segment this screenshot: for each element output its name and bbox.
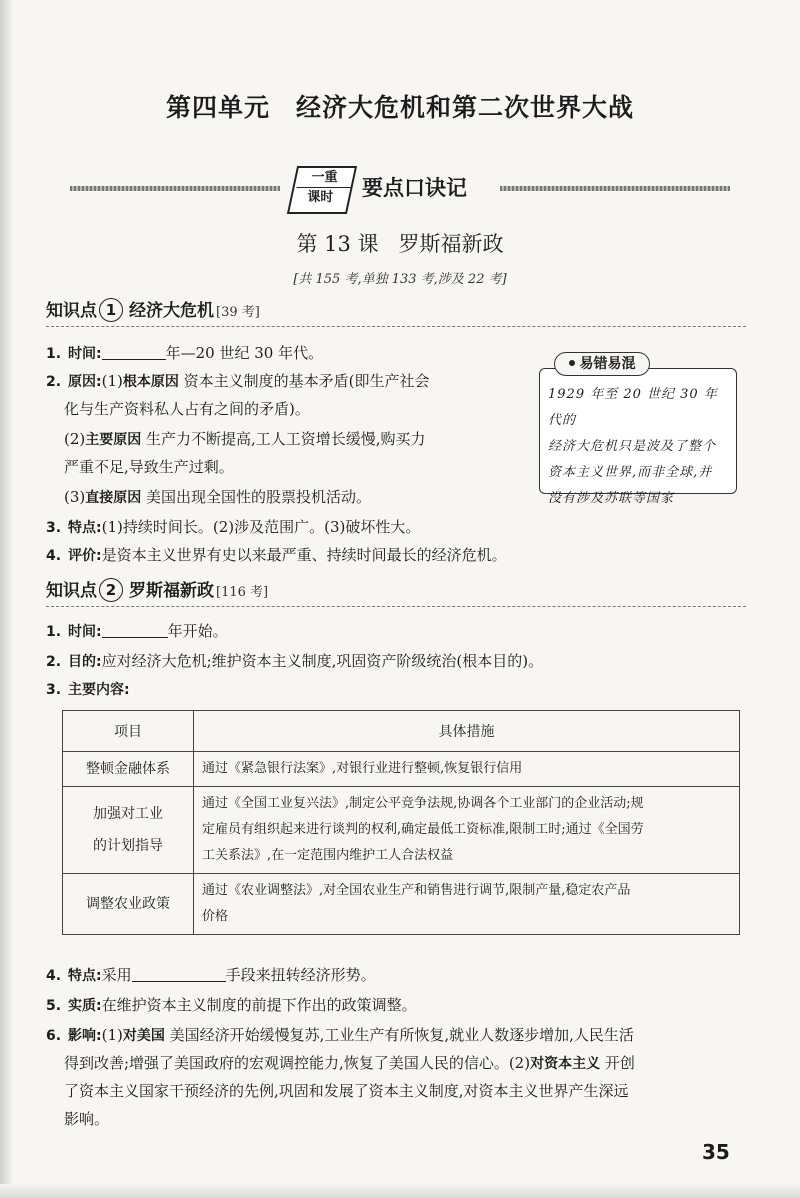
kp2-number-badge: 2 [99, 578, 123, 602]
page-edge-shadow [0, 0, 14, 1198]
sub-label: 对资本主义 [530, 1056, 601, 1072]
kp1-header [46, 296, 746, 327]
item-label: 特点: [68, 520, 102, 536]
sub-label: 主要原因 [85, 432, 142, 448]
item-number: 3. [46, 520, 62, 536]
item-text: 年开始。 [167, 622, 228, 640]
fill-blank [102, 621, 168, 638]
tip-line: 1929 年至 20 世纪 30 年代的 [548, 387, 718, 428]
page-bottom-edge [0, 1184, 800, 1198]
kp2-item-4 [46, 964, 376, 987]
bullet-icon [569, 360, 575, 366]
unit-label: 第四单元 [165, 93, 270, 122]
kp2-item-6 [46, 1024, 634, 1047]
kp1-item-2-sub3 [64, 486, 371, 509]
item-number: 5. [46, 998, 62, 1014]
kp2-item-6-line3: 了资本主义国家干预经济的先例,巩固和发展了资本主义制度,对资本主义世界产生深远 [64, 1082, 629, 1100]
item-text: 美国经济开始缓慢复苏,工业生产有所恢复,就业人数逐步增加,人民生活 [164, 1026, 634, 1044]
item-text: 是资本主义世界有史以来最严重、持续时间最长的经济危机。 [101, 546, 507, 564]
table-header: 项目 [63, 711, 194, 752]
kp1-count: [39 考] [216, 305, 260, 320]
table-row [63, 787, 740, 874]
sub-label: 直接原因 [85, 490, 142, 506]
item-number: 1. [46, 346, 62, 362]
item-text: 生产力不断提高,工人工资增长缓慢,购买力 [141, 430, 426, 448]
table-header-row [63, 711, 740, 752]
section-banner [70, 162, 730, 214]
item-label: 实质: [68, 998, 102, 1014]
sub-prefix: (3) [64, 488, 86, 506]
banner-title: 要点口诀记 [362, 176, 467, 200]
table-cell-item: 整顿金融体系 [63, 752, 194, 787]
item-text: 年—20 世纪 30 年代。 [165, 344, 324, 362]
item-line: 加强对工业 [93, 806, 163, 822]
kp2-item-5 [46, 994, 417, 1017]
kp1-label: 知识点 [46, 301, 97, 321]
item-text: (1)持续时间长。(2)涉及范围广。(3)破坏性大。 [101, 518, 421, 536]
lesson-name: 罗斯福新政 [398, 232, 504, 256]
tip-line: 没有涉及苏联等国家 [548, 491, 675, 506]
kp2-item-2 [46, 650, 543, 673]
item-line: 的计划指导 [93, 838, 163, 854]
item-label: 目的: [68, 654, 102, 670]
fill-blank [132, 965, 226, 982]
item-number: 2. [46, 654, 62, 670]
table-cell-detail [194, 874, 740, 935]
fill-blank [102, 343, 166, 360]
item-number: 1. [46, 624, 62, 640]
badge-top: 一重 [297, 168, 353, 188]
kp2-header [46, 576, 746, 607]
kp1-item-4 [46, 544, 507, 567]
unit-name: 经济大危机和第二次世界大战 [296, 93, 635, 122]
item-label: 影响: [68, 1028, 102, 1044]
kp1-item-1 [46, 342, 323, 365]
lesson-label: 第 13 课 [296, 232, 379, 256]
item-label: 原因: [68, 374, 102, 390]
kp1-number-badge: 1 [99, 298, 123, 322]
detail-line: 通过《农业调整法》,对全国农业生产和销售进行调节,限制产量,稳定农产品 [202, 883, 631, 898]
item-number: 6. [46, 1028, 62, 1044]
kp1-item-2 [46, 370, 429, 393]
item-number: 3. [46, 682, 62, 698]
item-label: 时间: [68, 346, 102, 362]
item-text: 手段来扭转经济形势。 [225, 966, 376, 984]
item-label: 评价: [68, 548, 102, 564]
kp2-item-1 [46, 620, 228, 643]
kp1-title: 经济大危机 [129, 301, 214, 321]
sub-prefix: (1) [101, 1026, 123, 1044]
kp2-label: 知识点 [46, 581, 97, 601]
banner-rule-right [500, 186, 730, 191]
kp2-title: 罗斯福新政 [129, 581, 214, 601]
kp2-count: [116 考] [216, 585, 269, 600]
table-cell-item: 调整农业政策 [63, 874, 194, 935]
tip-label [554, 352, 650, 376]
measures-table [62, 710, 740, 935]
item-text: 在维护资本主义制度的前提下作出的政策调整。 [101, 996, 417, 1014]
item-label: 主要内容: [68, 682, 130, 698]
tip-line: 资本主义世界,而非全球,并 [548, 465, 713, 480]
tip-text [548, 382, 730, 512]
detail-line: 价格 [202, 909, 229, 924]
item-number: 2. [46, 374, 62, 390]
kp1-item-2-sub2-cont: 严重不足,导致生产过剩。 [64, 458, 234, 476]
table-cell-item [63, 787, 194, 874]
tip-label-text: 易错易混 [579, 356, 636, 372]
detail-line: 工关系法》,在一定范围内维护工人合法权益 [202, 848, 454, 863]
sub-label: 对美国 [122, 1028, 165, 1044]
item-text: 开创 [600, 1054, 635, 1072]
item-text: 美国出现全国性的股票投机活动。 [141, 488, 372, 506]
table-row [63, 752, 740, 787]
exam-stats: [共 155 考,单独 133 考,涉及 22 考] [293, 272, 507, 287]
kp1-item-2-sub2 [64, 428, 426, 451]
item-text: 资本主义制度的基本矛盾(即生产社会 [178, 372, 430, 390]
item-text: 得到改善;增强了美国政府的宏观调控能力,恢复了美国人民的信心。(2) [64, 1054, 531, 1072]
unit-title [0, 88, 800, 124]
detail-line: 定雇员有组织起来进行谈判的权利,确定最低工资标准,限制工时;通过《全国劳 [202, 822, 644, 837]
kp1-item-2-cont: 化与生产资料私人占有之间的矛盾)。 [64, 400, 310, 418]
item-number: 4. [46, 968, 62, 984]
table-header: 具体措施 [194, 711, 740, 752]
kp2-item-6-line4: 影响。 [64, 1110, 110, 1128]
lesson-title [0, 228, 800, 258]
table-cell-detail [194, 787, 740, 874]
banner-rule-left [70, 186, 280, 191]
table-row [63, 874, 740, 935]
banner-badge [287, 166, 357, 214]
table-cell-detail [194, 752, 740, 787]
page-number: 35 [702, 1140, 730, 1164]
detail-line: 通过《全国工业复兴法》,制定公平竞争法规,协调各个工业部门的企业活动;规 [202, 796, 644, 811]
item-number: 4. [46, 548, 62, 564]
item-label: 特点: [68, 968, 102, 984]
sub-label: 根本原因 [122, 374, 179, 390]
kp1-item-3 [46, 516, 420, 539]
detail-line: 通过《紧急银行法案》,对银行业进行整顿,恢复银行信用 [202, 761, 523, 776]
item-label: 时间: [68, 624, 102, 640]
kp2-item-3 [46, 678, 130, 701]
sub-prefix: (2) [64, 430, 86, 448]
item-text: 采用 [101, 966, 132, 984]
tip-line: 经济大危机只是波及了整个 [548, 439, 717, 454]
sub-prefix: (1) [101, 372, 123, 390]
badge-bottom: 课时 [307, 190, 334, 205]
item-text: 应对经济大危机;维护资本主义制度,巩固资产阶级统治(根本目的)。 [101, 652, 544, 670]
kp2-item-6-line2 [64, 1052, 635, 1075]
